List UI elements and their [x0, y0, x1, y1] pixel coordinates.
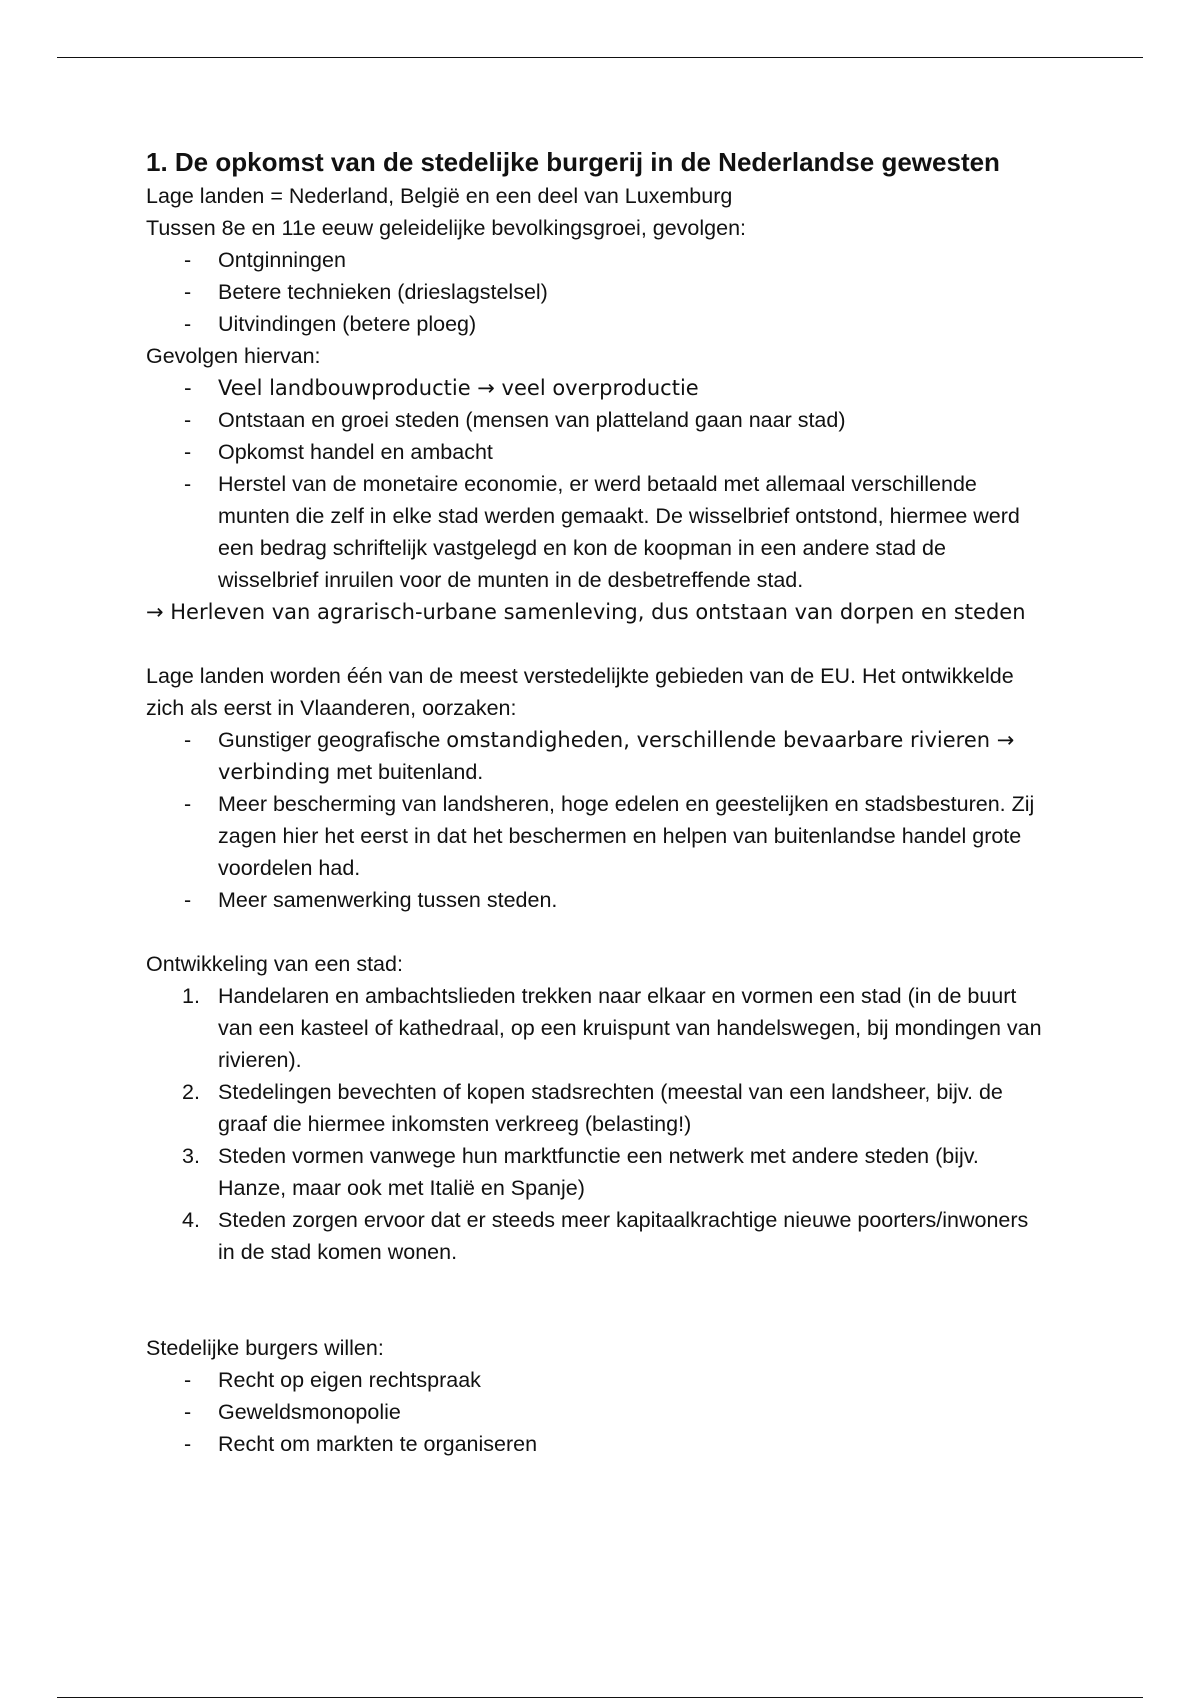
growth-results-list [146, 244, 1046, 340]
document-body [146, 144, 1046, 1460]
citizens-heading: Stedelijke burgers willen: [146, 1336, 384, 1360]
list-item: - Opkomst handel en ambacht [146, 436, 1046, 468]
step-text: Stedelingen bevechten of kopen stadsrechten (meestal van een landsheer, bijv. de graaf die hiermee inkomsten verkreeg (belasting!) [218, 1080, 1003, 1136]
cause-text: met buitenland. [330, 760, 484, 784]
cause-text: omstandigheden, verschillende bevaarbare rivieren → verbinding [218, 728, 1015, 784]
list-item: - Betere technieken (drieslagstelsel) [146, 276, 1046, 308]
list-number: 2. [182, 1080, 200, 1104]
city-development-heading: Ontwikkeling van een stad: [146, 952, 403, 976]
footer-rule [57, 1697, 1143, 1698]
intro-line: Lage landen = Nederland, België en een deel van Luxemburg [146, 184, 733, 208]
header-rule [57, 57, 1143, 58]
list-item: - Recht om markten te organiseren [146, 1428, 1046, 1460]
list-item: - Meer bescherming van landsheren, hoge edelen en geestelijken en stadsbesturen. Zij zagen hier het eerst in dat het beschermen en helpen van buitenlandse handel grote voordelen had. [146, 788, 1046, 884]
step-text: Handelaren en ambachtslieden trekken naar elkaar en vormen een stad (in de buurt van een kasteel of kathedraal, op een kruispunt van handelswegen, bij mondingen van rivieren). [218, 984, 1042, 1072]
causes-list [146, 724, 1046, 916]
list-item [146, 724, 1046, 788]
consequences-heading: Gevolgen hiervan: [146, 344, 321, 368]
list-number: 4. [182, 1208, 200, 1232]
consequences-list [146, 372, 1046, 596]
list-item: - Ontginningen [146, 244, 1046, 276]
page-title: 1. De opkomst van de stedelijke burgerij in de Nederlandse gewesten [146, 147, 1000, 177]
urbanization-intro: Lage landen worden één van de meest verstedelijkte gebieden van de EU. Het ontwikkelde zich als eerst in Vlaanderen, oorzaken: [146, 664, 1014, 720]
list-number: 3. [182, 1144, 200, 1168]
city-development-list [146, 980, 1046, 1268]
list-item [146, 980, 1046, 1076]
list-item [146, 1076, 1046, 1140]
list-item [146, 1140, 1046, 1204]
list-item: - Veel landbouwproductie → veel overproductie [146, 372, 1046, 404]
cause-text: Gunstiger geografische [218, 728, 447, 752]
list-item: - Uitvindingen (betere ploeg) [146, 308, 1046, 340]
list-number: 1. [182, 984, 200, 1008]
conclusion-line: → Herleven van agrarisch-urbane samenleving, dus ontstaan van dorpen en steden [146, 600, 1026, 624]
list-item: - Ontstaan en groei steden (mensen van platteland gaan naar stad) [146, 404, 1046, 436]
list-item [146, 1204, 1046, 1268]
step-text: Steden zorgen ervoor dat er steeds meer kapitaalkrachtige nieuwe poorters/inwoners in de stad komen wonen. [218, 1208, 1029, 1264]
list-item: - Herstel van de monetaire economie, er werd betaald met allemaal verschillende munten die zelf in elke stad werden gemaakt. De wisselbrief ontstond, hiermee werd een bedrag schriftelijk vastgelegd en kon de koopman in een andere stad de wisselbrief inruilen voor de munten in de desbetreffende stad. [146, 468, 1046, 596]
step-text: Steden vormen vanwege hun marktfunctie een netwerk met andere steden (bijv. Hanze, maar ook met Italië en Spanje) [218, 1144, 979, 1200]
list-item: - Geweldsmonopolie [146, 1396, 1046, 1428]
intro-line: Tussen 8e en 11e eeuw geleidelijke bevolkingsgroei, gevolgen: [146, 216, 747, 240]
list-item: - Meer samenwerking tussen steden. [146, 884, 1046, 916]
citizens-wants-list [146, 1364, 1046, 1460]
list-item: - Recht op eigen rechtspraak [146, 1364, 1046, 1396]
